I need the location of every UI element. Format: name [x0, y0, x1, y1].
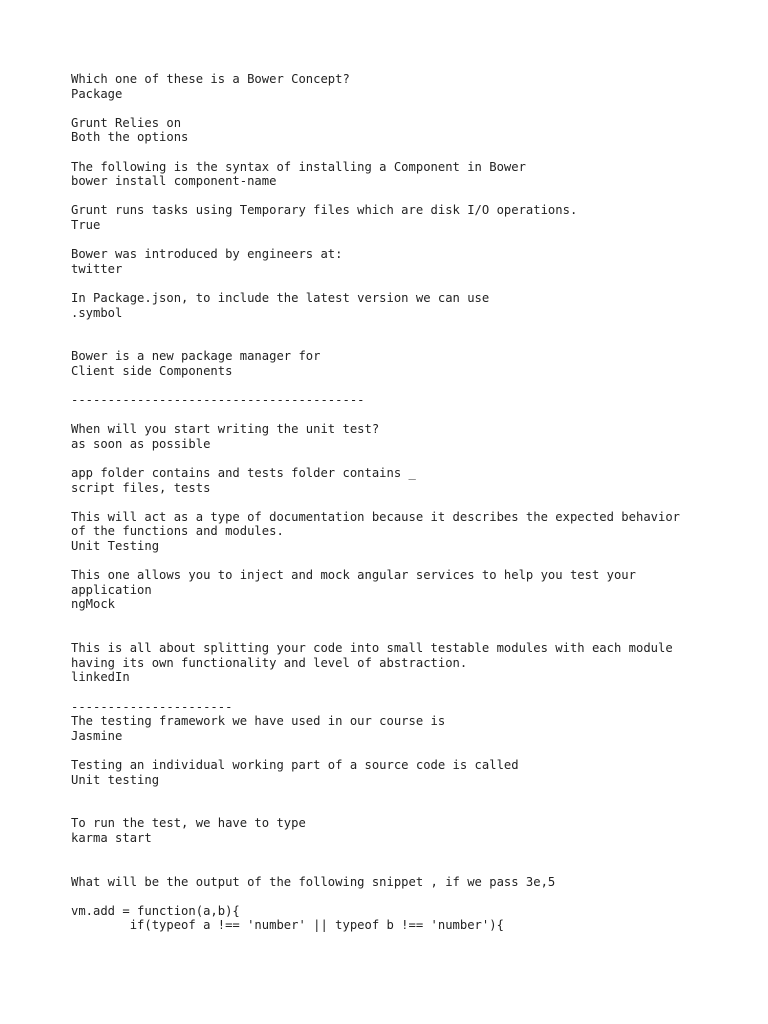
answer-line: Client side Components: [71, 363, 233, 378]
blank-line: [71, 145, 728, 160]
blank-line: [71, 787, 728, 802]
answer-line: linkedIn: [71, 670, 130, 685]
code-line: vm.add = function(a,b){: [71, 903, 240, 918]
question-line: This is all about splitting your code into small testable modules with each module: [71, 641, 673, 656]
answer-line: Unit testing: [71, 772, 160, 787]
separator-line: ----------------------: [71, 699, 233, 714]
question-line: The following is the syntax of installing a Component in Bower: [71, 159, 526, 174]
blank-line: [71, 378, 728, 393]
blank-line: [71, 743, 728, 758]
answer-line: as soon as possible: [71, 436, 211, 451]
document-text: [71, 72, 728, 933]
answer-line: script files, tests: [71, 480, 211, 495]
answer-line: Both the options: [71, 130, 189, 145]
blank-line: [71, 101, 728, 116]
answer-line: Package: [71, 86, 123, 101]
blank-line: [71, 276, 728, 291]
question-line: Testing an individual working part of a source code is called: [71, 757, 519, 772]
answer-line: bower install component-name: [71, 174, 277, 189]
question-line: The testing framework we have used in our course is: [71, 714, 446, 729]
blank-line: [71, 495, 728, 510]
question-line: This will act as a type of documentation because it describes the expected behavior: [71, 509, 681, 524]
blank-line: [71, 845, 728, 860]
question-line: Grunt Relies on: [71, 115, 182, 130]
separator-line: ----------------------------------------: [71, 393, 365, 408]
blank-line: [71, 451, 728, 466]
question-line: application: [71, 582, 152, 597]
answer-line: Unit Testing: [71, 539, 160, 553]
answer-line: True: [71, 217, 101, 232]
blank-line: [71, 860, 728, 875]
answer-line: ngMock: [71, 597, 116, 612]
question-line: of the functions and modules.: [71, 524, 284, 539]
blank-line: [71, 612, 728, 627]
answer-line: Jasmine: [71, 728, 123, 743]
code-line: if(typeof a !== 'number' || typeof b !== 'number'){: [71, 918, 504, 933]
question-line: In Package.json, to include the latest version we can use: [71, 290, 490, 305]
blank-line: [71, 802, 728, 817]
question-line: Bower is a new package manager for: [71, 349, 321, 364]
blank-line: [71, 320, 728, 335]
question-line: This one allows you to inject and mock angular services to help you test your: [71, 568, 636, 583]
question-line: Grunt runs tasks using Temporary files which are disk I/O operations.: [71, 203, 578, 218]
answer-line: karma start: [71, 830, 152, 845]
blank-line: [71, 889, 728, 904]
blank-line: [71, 233, 728, 248]
blank-line: [71, 627, 728, 642]
question-line: Bower was introduced by engineers at:: [71, 247, 343, 262]
blank-line: [71, 335, 728, 350]
question-line: Which one of these is a Bower Concept?: [71, 72, 350, 86]
blank-line: [71, 554, 728, 569]
answer-line: .symbol: [71, 305, 123, 320]
blank-line: [71, 189, 728, 204]
question-line: having its own functionality and level of abstraction.: [71, 655, 468, 670]
question-line: What will be the output of the following snippet , if we pass 3e,5: [71, 874, 556, 889]
question-line: app folder contains and tests folder contains _: [71, 466, 416, 481]
blank-line: [71, 685, 728, 700]
question-line: To run the test, we have to type: [71, 816, 306, 831]
answer-line: twitter: [71, 261, 123, 276]
blank-line: [71, 408, 728, 423]
question-line: When will you start writing the unit test?: [71, 422, 380, 437]
